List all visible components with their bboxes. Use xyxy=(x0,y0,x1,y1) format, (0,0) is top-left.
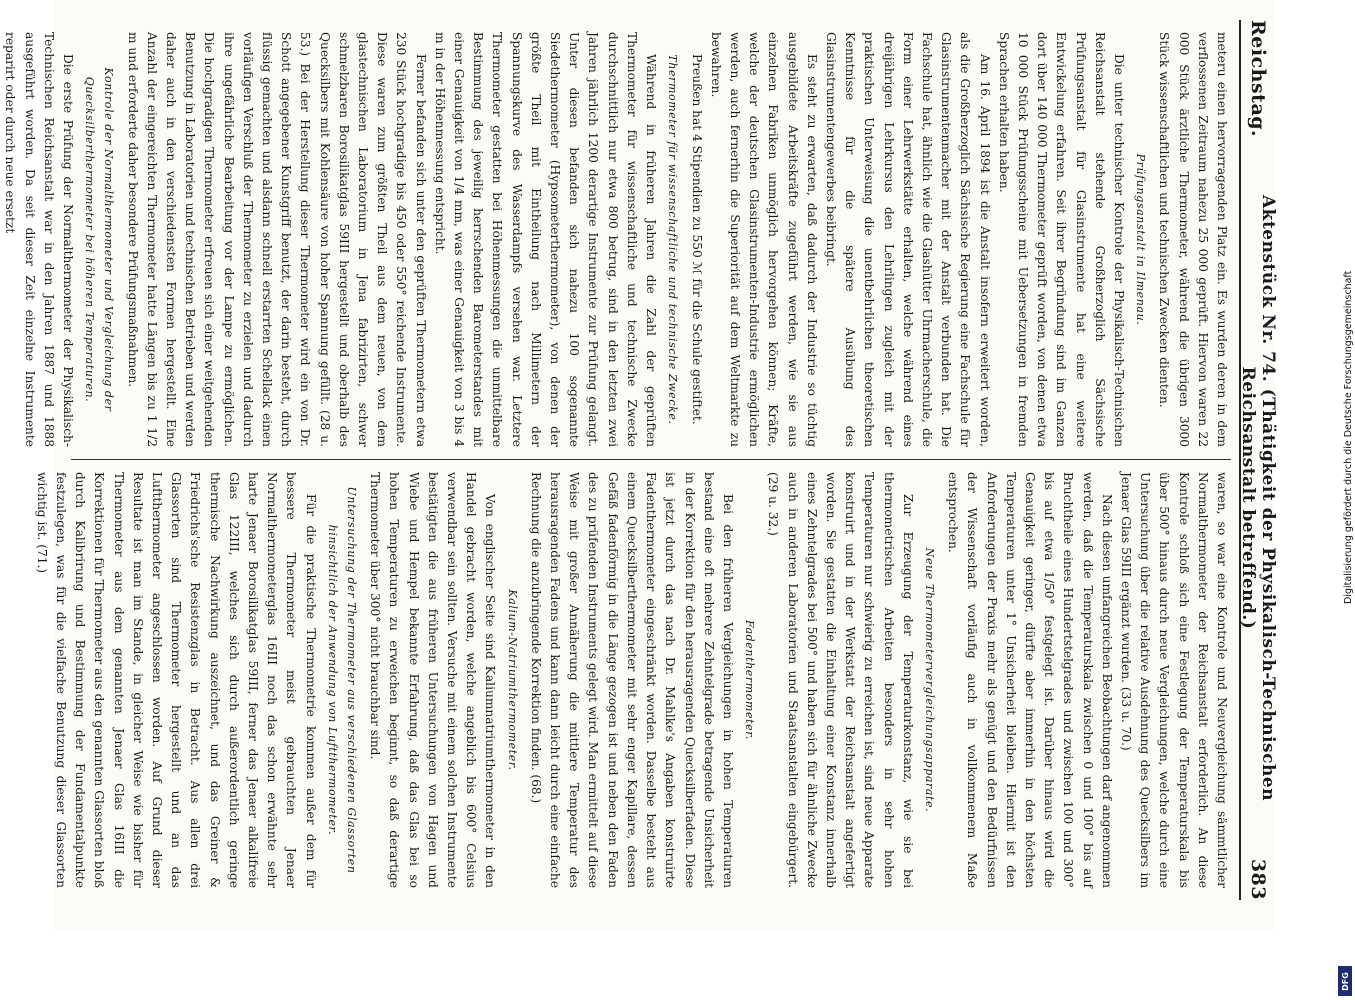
right-column xyxy=(34,460,1231,900)
section-heading: Neue Thermometervergleichungsapparate. xyxy=(922,547,936,813)
page-header xyxy=(1238,20,1278,900)
paragraph: Die erste Prüfung der Normalthermometer der Physikalisch-Technischen Reichsanstalt war in den Jahren 1887 und 1888 ausgeführt worden. Da seit dieser Zeit einzelne Instrumente reparirt oder durch neue ersetzt xyxy=(3,32,76,447)
paragraph: Preußen hat 4 Stipendien zu 550 ℳ für die Schule gestiftet. xyxy=(689,54,704,425)
paragraph: Während in früheren Jahren die Zahl der geprüften Thermometer für wissenschaftliche und technische Zwecke durchschnittlich nur etwa 800 betrug, sind in den letzten zwei Jahren jährlich 1200 derartige Instrumente zur Prüfung gelangt. Unter diesen befanden sich nahezu 100 sogenannte Siedethermometer (Hypsometerthermometer), von denen der größte Theil mit Eintheilung nach Millimetern der Spannungskurve des Wasserdampfs versehen war. Letztere Thermometer gestatten bei Höhenmessungen die unmittelbare Bestimmung des jeweilig herrschenden Barometerstandes mit einer Genauigkeit von 1/4 mm, was einer Genauigkeit von 3 bis 4 m in der Höhenmessung entspricht. xyxy=(432,32,659,447)
paragraph: Für die praktische Thermometrie kommen außer dem für bessere Thermometer meist gebrauchten Jenaer Normalthermometerglas 16III noch das schon erwähnte sehr harte Jenaer Borosilikatglas 59III, ferner das Jenaer alkalifreie Glas 122III, welches sich durch außerordentlich geringe thermische Nachwirkung auszeichnet, und das Greiner & Friedrichs'sche Resistenzglas in Betracht. Aus allen drei Glassorten sind Thermometer hergestellt und an das Luftthermometer angeschlossen worden. Auf Grund dieser Resultate ist man im Stande, in gleicher Weise wie bisher für Thermometer aus dem genannten Jenaer Glas 16III die Korrektionen für Thermometer aus den genannten Glassorten bloß durch Kalibrirung und Bestimmung der Fundamentalpunkte festzulegen, was für die vielfache Benutzung dieser Glassorten wichtig ist. (71.) xyxy=(34,472,318,888)
header-title: Aktenstück Nr. 74. (Thätigkeit der Physikalisch-Technischen Reichsanstalt betreffend.) xyxy=(1238,194,1278,802)
paragraph: waren, so war eine Kontrole und Neuvergleichung sämmtlicher Normalthermometer der Reichsanstalt erforderlich. An diese Kontrole schloß sich eine Festlegung der Temperaturskala bis über 500° hinaus durch neue Vergleichungen, welche durch eine Untersuchung über die relative Ausdehnung des Quecksilbers im Jenaer Glas 59III ergänzt wurden. (33 u. 70.) xyxy=(1118,472,1229,888)
rotated-page-content xyxy=(3,0,1278,930)
page-number: 383 xyxy=(1247,858,1269,900)
section-heading: Thermometer für wissenschaftliche und technische Zwecke. xyxy=(666,54,680,425)
section-heading: Kalium-Natriumthermometer. xyxy=(505,589,519,771)
paragraph: Nach diesen umfangreichen Beobachtungen darf angenommen werden, daß die Temperaturskala zwischen 0 und 100° bis auf Bruchtheile eines Hundertstelgrades und zwischen 100 und 300° bis auf etwa 1/50° festgelegt ist. Darüber hinaus wird die Genauigkeit geringer, dürfte aber immerhin in den höchsten Temperaturen unter 1° Unsicherheit bleiben. Hiermit ist den Anforderungen der Praxis mehr als genügt und den Bedürfnissen der Wissenschaft vorläufig auch in vollkommenem Maße entsprochen. xyxy=(946,472,1114,888)
paragraph: Die unter technischer Kontrole der Physikalisch-Technischen Reichsanstalt stehende Großherzoglich Sächsische Prüfungsanstalt für Glasinstrumente hat eine weitere Entwickelung erfahren. Seit ihrer Begründung sind im Ganzen dort über 140 000 Thermometer geprüft worden, von denen etwa 10 000 Stück Prüfungsscheine mit Uebersetzungen in fremden Sprachen erhalten haben. xyxy=(996,32,1126,447)
paragraph: Bei den früheren Vergleichungen in hohen Temperaturen bestand eine oft mehrere Zehntelgrade betragende Unsicherheit in der Korrektion für den herausragenden Quecksilberfaden. Diese ist jetzt durch das nach Dr. Mahlke's Angaben konstruirte Fadenthermometer eingeschränkt worden. Dasselbe besteht aus einem Quecksilberthermometer mit sehr enger Kapillare, dessen Gefäß fadenförmig in die Länge gezogen ist und neben den Faden des zu prüfenden Instruments gelegt wird. Man ermittelt auf diese Weise mit großer Annäherung die mittlere Temperatur des herausragenden Fadens und kann dann leicht durch eine einfache Rechnung die anzubringende Korrektion finden. (68.) xyxy=(528,472,735,888)
digitization-note: Digitalisierung gefördert durch die Deutsche Forschungsgemeinschaft xyxy=(1343,270,1354,604)
paragraph: Am 16. April 1894 ist die Anstalt insofern erweitert worden, als die Großherzoglich Sächsische Regierung eine Fachschule für Glasinstrumentenmacher mit der Anstalt verbunden hat. Die Fachschule hat, ähnlich wie die Glashütter Uhrmacherschule, die Form einer Lehrwerkstätte erhalten, welche während eines dreijährigen Lehrkursus den Lehrlingen zugleich mit der praktischen Unterweisung die unentbehrlichen theoretischen Kenntnisse für die spätere Ausübung des Glasinstrumentengewerbes beibringt. xyxy=(823,32,992,447)
dfg-logo-text: DFG xyxy=(1340,971,1350,991)
section-heading: Untersuchung der Thermometer aus verschiedenen Glassorten hinsichtlich der Anwendung von Luftthermometer. xyxy=(325,486,359,874)
section-heading: Fadenthermometer. xyxy=(743,619,757,741)
section-heading: Prüfungsanstalt in Ilmenau. xyxy=(1134,153,1148,326)
paragraph: Ferner befanden sich unter den geprüften Thermometern etwa 230 Stück hochgradige bis 450 oder 550° reichende Instrumente. Diese waren zum größten Theil aus dem neuen, von dem glastechnischen Laboratorium in Jena fabrizirten, schwer schmelzbaren Borosilikatglas 59III hergestellt und oberhalb des Quecksilbers mit Kohlensäure von hoher Spannung gefüllt. (28 u. 53.) Bei der Herstellung dieser Thermometer wird ein von Dr. Schott angegebener Kunstgriff benutzt, der darin besteht, durch flüssig gemachten und alsdann schnell erstarrten Schellack einen vorläufigen Verschluß der Thermometer zu erzielen und dadurch ihre ungefährliche Bearbeitung vor der Lampe zu ermöglichen. Die hochgradigen Thermometer erfreuen sich einer weitgehenden Benutzung in Laboratorien und technischen Betrieben und werden daher auch in den verschiedensten Formen hergestellt. Eine Anzahl der eingereichten Thermometer hatte Längen bis zu 1 1/2 m und erforderte daher besondere Prüfungsmaßnahmen. xyxy=(125,32,428,447)
paragraph: meteru einen hervorragenden Platz ein. Es wurden deren in dem verflossenen Zeitraum nahezu 25 000 geprüft. Hiervon waren 22 000 Stück ärztliche Thermometer, während die übrigen 3000 Stück wissenschaftlichen und technischen Zwecken dienten. xyxy=(1157,32,1229,447)
left-column xyxy=(3,20,1231,460)
paragraph: Es steht zu erwarten, daß dadurch der Industrie so tüchtig ausgebildete Arbeitskräfte zugeführt werden, wie sie aus einzelnen Fabriken unmöglich hervorgehen können; Kräfte, welche der deutschen Glasinstrumenten-Industrie ermöglichen werden, auch fernerhin die Superiorität auf dem Weltmarkte zu bewahren. xyxy=(708,32,819,447)
header-left: Reichstag. xyxy=(1247,20,1269,138)
dfg-logo xyxy=(1338,966,1352,996)
paragraph: Zur Erzeugung der Temperaturkonstanz, wie sie bei thermometrischen Arbeiten besonders in sehr hohen Temperaturen nur schwierig zu erreichen ist, sind neue Apparate konstruirt und in der Werkstatt der Reichsanstalt angefertigt worden. Sie gestatten die Einhaltung einer Konstanz innerhalb eines Zehntelgrades bei 500° und haben sich für ähnliche Zwecke auch in anderen Laboratorien und Staatsanstalten eingebürgert. (29 u. 32.) xyxy=(766,472,915,888)
text-columns xyxy=(3,20,1231,900)
paragraph: Von englischer Seite sind Kaliumnatriumthermometer in den Handel gebracht worden, welche angeblich bis 600° Celsius verwendbar sein sollten. Versuche mit einem solchen Instrumente bestätigten die aus früheren Untersuchungen von Hagen und Wiebe und Hempel bekannte Erfahrung, daß das Glas bei so hohen Temperaturen zu erweichen beginnt, so daß derartige Thermometer über 300° nicht brauchbar sind. xyxy=(368,472,498,888)
section-heading: Kontrole der Normalthermometer und Vergleichung der Quecksilberthermometer bei höheren Temperaturen. xyxy=(83,67,116,412)
